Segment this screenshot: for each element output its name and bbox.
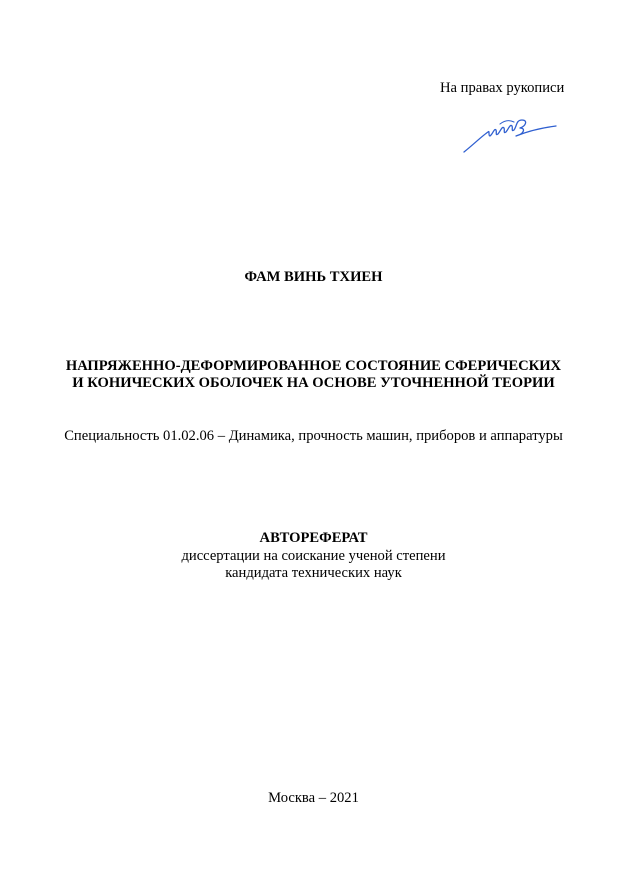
dissertation-line-2: кандидата технических наук: [225, 565, 402, 581]
abstract-heading: АВТОРЕФЕРАТ: [259, 530, 368, 546]
dissertation-line-1: диссертации на соискание ученой степени: [181, 548, 446, 564]
rights-notice: На правах рукописи: [440, 80, 565, 96]
specialty: Специальность 01.02.06 – Динамика, прочность машин, приборов и аппаратуры: [64, 428, 563, 444]
author-name: ФАМ ВИНЬ ТХИЕН: [244, 269, 383, 285]
thesis-title-line-1: НАПРЯЖЕННО-ДЕФОРМИРОВАННОЕ СОСТОЯНИЕ СФЕРИЧЕСКИХ: [65, 358, 562, 374]
signature-icon: [460, 112, 560, 157]
thesis-title-line-2: И КОНИЧЕСКИХ ОБОЛОЧЕК НА ОСНОВЕ УТОЧНЕННОЙ ТЕОРИИ: [72, 375, 555, 391]
city-year: Москва – 2021: [268, 790, 359, 806]
